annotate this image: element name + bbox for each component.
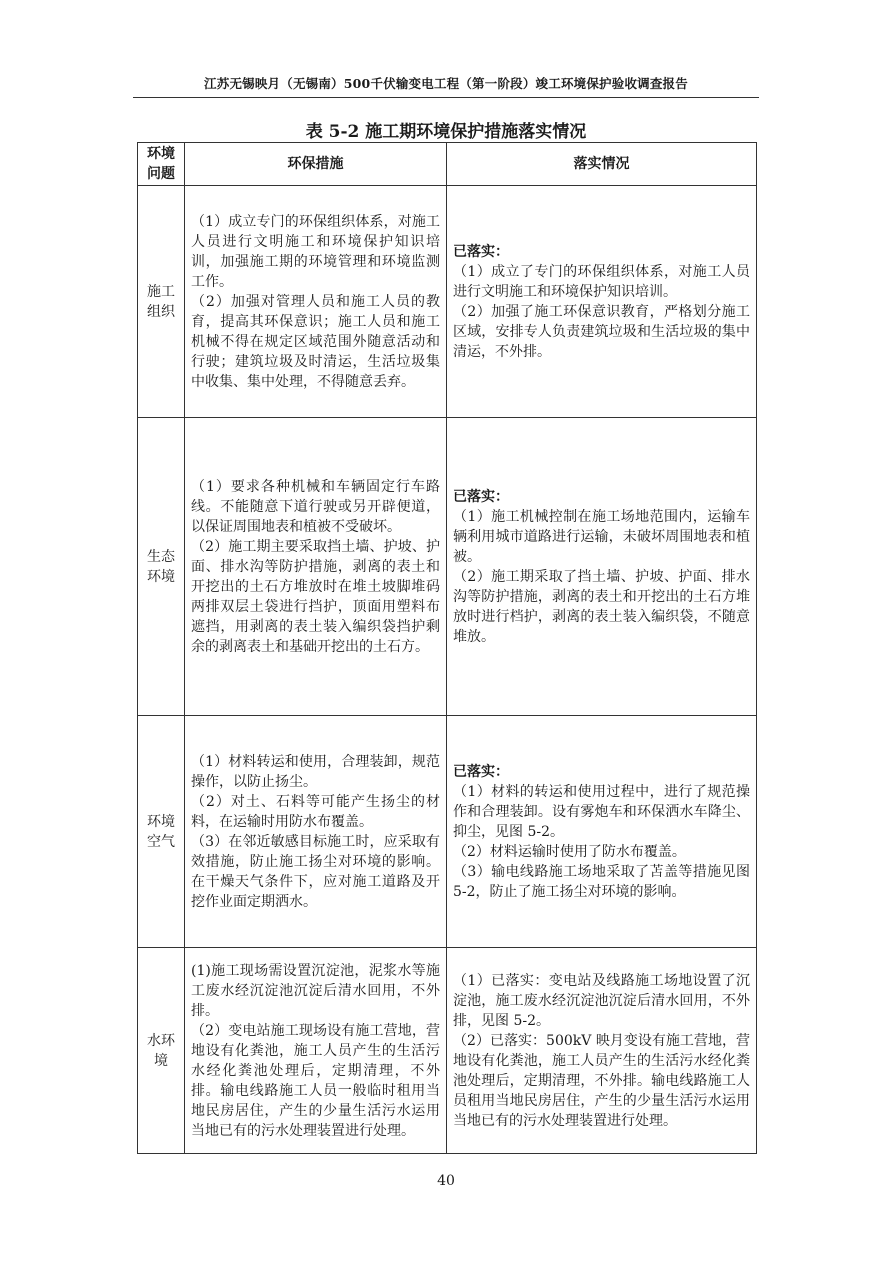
measures-cell: （1）要求各种机械和车辆固定行车路线。不能随意下道行驶或另开辟便道，以保证周围地表和植被不受破坏。 （2）施工期主要采取挡土墙、护坡、护面、排水沟等防护措施，剥离的表土和开挖出的土石方堆放时在堆土坡脚堆码两排双层土袋进行挡护，顶面用塑料布遮挡，用剥离的表土装入编织袋挡护剩余的剥离表土和基础开挖出的土石方。	[185, 418, 447, 716]
implementation-text: （1）施工机械控制在施工场地范围内，运输车辆利用城市道路进行运输，未破坏周围地表和植被。 （2）施工期采取了挡土墙、护坡、护面、排水沟等防护措施，剥离的表土和开挖出的土石方堆放时进行档护，剥离的表土装入编织袋，不随意堆放。	[453, 508, 750, 645]
status-label: 已落实：	[453, 763, 509, 780]
column-header-measures: 环保措施	[185, 143, 447, 186]
table-title: 表 5-2 施工期环境保护措施落实情况	[305, 122, 587, 142]
column-header-issue: 环境 问题	[138, 143, 185, 186]
page-number: 40	[437, 1173, 455, 1189]
issue-cell: 施工 组织	[138, 186, 185, 418]
implementation-text: （1）材料的转运和使用过程中，进行了规范操作和合理装卸。设有雾炮车和环保洒水车降尘、抑尘，见图 5-2。 （2）材料运输时使用了防水布覆盖。 （3）输电线路施工场地采取了苫盖等措施见图 5-2，防止了施工扬尘对环境的影响。	[453, 783, 750, 900]
implementation-text: （1）已落实：变电站及线路施工场地设置了沉淀池，施工废水经沉淀池沉淀后清水回用，不外排，见图 5-2。 （2）已落实：500kV 映月变设有施工营地，营地设有化粪池，施工人员产生的生活污水经化粪池处理后，定期清理，不外排。输电线路施工人员租用当地民房居住，产生的少量生活污水运用当地已有的污水处理装置进行处理。	[453, 972, 750, 1129]
implementation-cell	[447, 948, 757, 1154]
implementation-cell	[447, 716, 757, 948]
table-row	[138, 418, 757, 716]
table-header-row	[138, 143, 757, 186]
implementation-text: （1）成立了专门的环保组织体系，对施工人员进行文明施工和环境保护知识培训。 （2）加强了施工环保意识教育，严格划分施工区域，安排专人负责建筑垃圾和生活垃圾的集中清运，不外排。	[453, 263, 750, 360]
table-row	[138, 948, 757, 1154]
header-rule	[133, 97, 759, 98]
issue-cell: 环境 空气	[138, 716, 185, 948]
implementation-cell	[447, 186, 757, 418]
running-header: 江苏无锡映月（无锡南）500千伏输变电工程（第一阶段）竣工环境保护验收调查报告	[204, 76, 688, 91]
measures-table	[137, 142, 757, 1154]
table-row	[138, 716, 757, 948]
measures-cell: （1）材料转运和使用，合理装卸，规范操作，以防止扬尘。 （2）对土、石料等可能产生扬尘的材料，在运输时用防水布覆盖。 （3）在邻近敏感目标施工时，应采取有效措施，防止施工扬尘对环境的影响。在干燥天气条件下，应对施工道路及开挖作业面定期洒水。	[185, 716, 447, 948]
table-row	[138, 186, 757, 418]
issue-cell: 生态 环境	[138, 418, 185, 716]
status-label: 已落实：	[453, 243, 509, 260]
column-header-implementation: 落实情况	[447, 143, 757, 186]
implementation-cell	[447, 418, 757, 716]
issue-cell: 水环 境	[138, 948, 185, 1154]
measures-cell: (1)施工现场需设置沉淀池，泥浆水等施工废水经沉淀池沉淀后清水回用，不外排。 （2）变电站施工现场设有施工营地，营地设有化粪池，施工人员产生的生活污水经化粪池处理后，定期清理，不外排。输电线路施工人员一般临时租用当地民房居住，产生的少量生活污水运用当地已有的污水处理装置进行处理。	[185, 948, 447, 1154]
status-label: 已落实：	[453, 488, 509, 505]
measures-cell: （1）成立专门的环保组织体系，对施工人员进行文明施工和环境保护知识培训，加强施工期的环境管理和环境监测工作。 （2）加强对管理人员和施工人员的教育，提高其环保意识；施工人员和施工机械不得在规定区域范围外随意活动和行驶；建筑垃圾及时清运，生活垃圾集中收集、集中处理，不得随意丢弃。	[185, 186, 447, 418]
